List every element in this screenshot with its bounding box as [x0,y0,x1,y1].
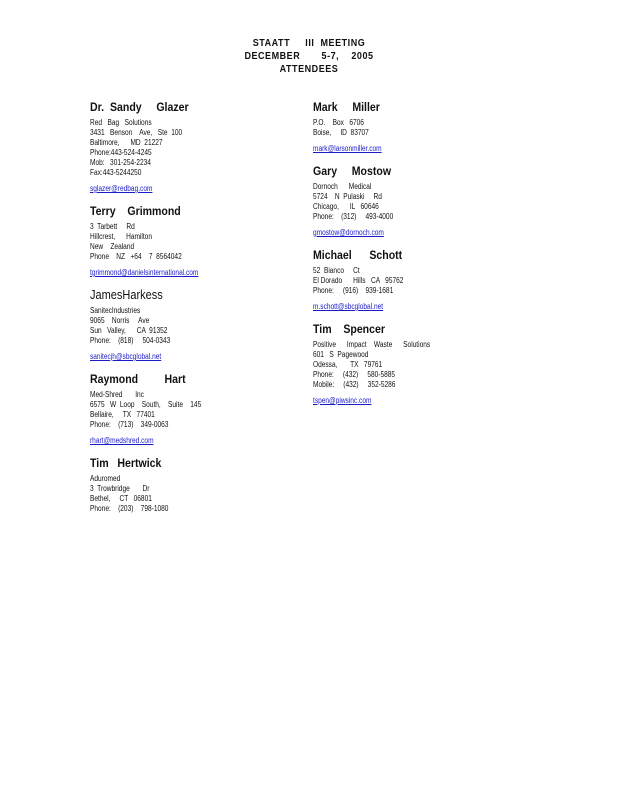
attendee-detail-line: New Zealand [90,242,135,251]
attendee-name: Michael Schott [313,248,403,262]
attendee-detail-line: Chicago, IL 60646 [313,202,379,211]
attendee-entry [90,204,300,280]
attendee-email-link[interactable]: rhart@medshred.com [90,436,154,445]
attendee-detail-line: 3 Tarbett Rd [90,222,135,231]
attendee-detail-line: Phone: (432) 580-5885 [313,370,396,379]
attendee-detail-line: 3431 Benson Ave, Ste 100 [90,128,183,137]
attendee-entry [90,100,300,196]
attendee-detail-line: 3 Trowbridge Dr [90,484,150,493]
attendee-detail-line: P.O. Box 6706 [313,118,364,127]
attendee-detail-line: Phone:443-524-4245 [90,148,152,157]
attendee-entry [90,288,300,364]
attendee-name: Dr. Sandy Glazer [90,100,189,114]
attendee-detail-line: El Dorado Hills CA 95762 [313,276,404,285]
attendee-detail-line: Odessa, TX 79761 [313,360,383,369]
attendee-email-link[interactable]: sanitecjh@sbcglobal.net [90,352,162,361]
attendee-detail-line: SanitecIndustries [90,306,141,315]
attendee-detail-line: Phone: (203) 798-1080 [90,504,169,513]
attendee-detail-line: 6575 W Loop South, Suite 145 [90,400,202,409]
attendee-detail-line: Hillcrest, Hamilton [90,232,152,241]
attendee-email-link[interactable]: gmostow@dornoch.com [313,228,384,237]
attendee-entry [90,456,300,514]
attendee-detail-line: Phone: (916) 939-1681 [313,286,394,295]
attendee-name: Tim Hertwick [90,456,162,470]
attendee-detail-line: Boise, ID 83707 [313,128,369,137]
attendee-detail-line: Phone NZ +64 7 8564042 [90,252,182,261]
attendee-detail-line: Phone: (713) 349-0063 [90,420,169,429]
attendee-detail-line: 9065 Norris Ave [90,316,150,325]
attendee-detail-line: Fax:443-5244250 [90,168,142,177]
attendee-entry [313,164,533,240]
attendees-left-column [90,100,300,522]
attendee-detail-line: Phone: (312) 493-4000 [313,212,394,221]
attendees-right-column [313,100,533,416]
attendee-email-link[interactable]: mark@larsonmiller.com [313,144,382,153]
attendee-detail-line: Positive Impact Waste Solutions [313,340,431,349]
attendee-detail-line: Aduromed [90,474,121,483]
attendee-detail-line: Baltimore, MD 21227 [90,138,163,147]
attendee-name: Mark Miller [313,100,380,114]
attendee-detail-line: Mobile: (432) 352-5286 [313,380,396,389]
attendee-detail-line: 52 Bianco Ct [313,266,360,275]
attendee-detail-line: 5724 N Pulaski Rd [313,192,382,201]
attendee-email-link[interactable]: tspen@piwsinc.com [313,396,372,405]
attendee-detail-line: Phone: (818) 504-0343 [90,336,171,345]
attendee-email-link[interactable]: tgrimmond@danielsinternational.com [90,268,199,277]
attendee-entry [313,322,533,408]
attendee-name: JamesHarkess [90,288,163,302]
attendee-name: Terry Grimmond [90,204,181,218]
attendee-name: Raymond Hart [90,372,186,386]
meeting-dates: DECEMBER 5-7, 2005 [244,51,374,62]
attendee-detail-line: Bethel, CT 06801 [90,494,152,503]
attendee-detail-line: Bellaire, TX 77401 [90,410,155,419]
attendee-detail-line: 601 S Pagewood [313,350,369,359]
attendee-entry [313,248,533,314]
attendee-detail-line: Sun Valley, CA 91352 [90,326,168,335]
attendee-entry [90,372,300,448]
attendee-detail-line: Med-Shred Inc [90,390,144,399]
meeting-title: STAATT III MEETING [252,38,366,49]
attendee-name: Gary Mostow [313,164,392,178]
attendee-detail-line: Dornoch Medical [313,182,372,191]
attendee-detail-line: Mob: 301-254-2234 [90,158,151,167]
attendee-email-link[interactable]: m.schott@sbcglobal.net [313,302,384,311]
attendee-email-link[interactable]: sglazer@redbag.com [90,184,153,193]
attendee-name: Tim Spencer [313,322,385,336]
attendee-detail-line: Red Bag Solutions [90,118,152,127]
attendees-heading: ATTENDEES [279,64,339,75]
document-header [0,37,618,76]
attendee-entry [313,100,533,156]
